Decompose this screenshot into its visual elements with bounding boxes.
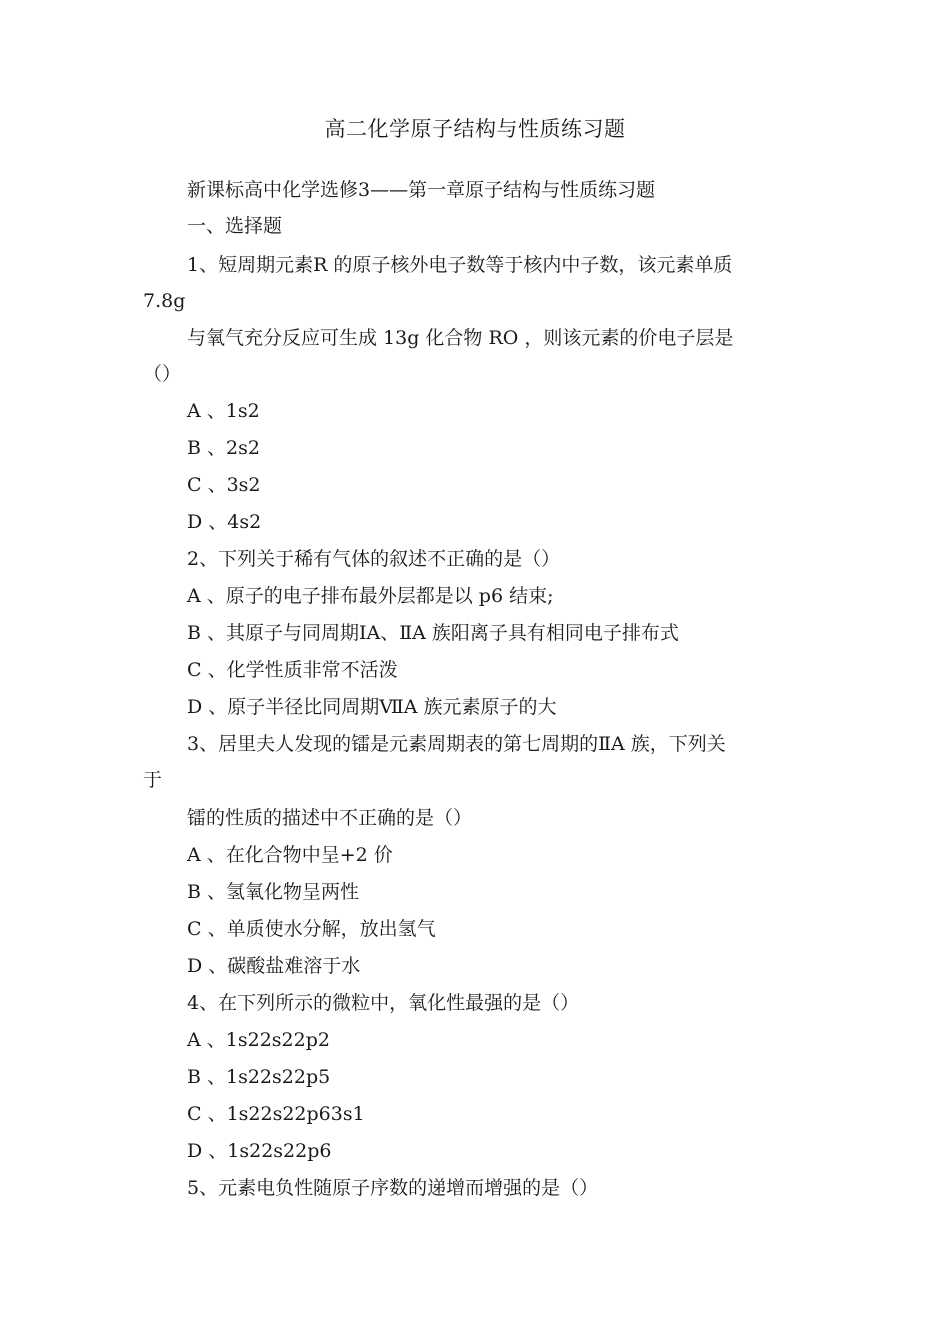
question-2-option-d: D 、原子半径比同周期ⅦA 族元素原子的大: [187, 696, 557, 718]
question-1-option-b: B 、2s2: [187, 437, 260, 459]
question-1-stem: 1、短周期元素R 的原子核外电子数等于核内中子数，该元素单质: [187, 254, 733, 276]
question-1-stem-paren: （）: [143, 363, 182, 385]
page-title: 高二化学原子结构与性质练习题: [324, 117, 626, 141]
question-1-option-d: D 、4s2: [187, 511, 262, 533]
question-4-option-d: D 、1s22s22p6: [187, 1140, 332, 1162]
question-3-stem-line3: 镭的性质的描述中不正确的是（）: [187, 807, 473, 829]
question-4-option-c: C 、1s22s22p63s1: [187, 1103, 365, 1125]
question-2-stem: 2、下列关于稀有气体的叙述不正确的是（）: [187, 548, 561, 570]
subtitle: 新课标高中化学选修3——第一章原子结构与性质练习题: [187, 179, 656, 201]
question-1-option-c: C 、3s2: [187, 474, 261, 496]
question-3-option-d: D 、碳酸盐难溶于水: [187, 955, 361, 977]
question-3-option-c: C 、单质使水分解，放出氢气: [187, 918, 436, 940]
question-3-stem: 3、居里夫人发现的镭是元素周期表的第七周期的ⅡA 族，下列关: [187, 733, 726, 755]
question-1-option-a: A 、1s2: [187, 400, 260, 422]
question-4-option-a: A 、1s22s22p2: [187, 1029, 330, 1051]
question-1-stem-continued: 7.8g: [143, 290, 186, 312]
question-4-stem: 4、在下列所示的微粒中，氧化性最强的是（）: [187, 992, 580, 1014]
question-2-option-a: A 、原子的电子排布最外层都是以 p6 结束;: [187, 585, 554, 607]
question-2-option-b: B 、其原子与同周期ⅠA、ⅡA 族阳离子具有相同电子排布式: [187, 622, 679, 644]
question-3-stem-continued: 于: [143, 769, 163, 791]
question-3-option-b: B 、氢氧化物呈两性: [187, 881, 360, 903]
question-3-option-a: A 、在化合物中呈+2 价: [187, 844, 393, 866]
question-1-stem-line3: 与氧气充分反应可生成 13g 化合物 RO ，则该元素的价电子层是: [187, 327, 734, 349]
section-heading: 一、选择题: [187, 215, 283, 237]
question-5-stem: 5、元素电负性随原子序数的递增而增强的是（）: [187, 1177, 599, 1199]
question-2-option-c: C 、化学性质非常不活泼: [187, 659, 398, 681]
question-4-option-b: B 、1s22s22p5: [187, 1066, 331, 1088]
